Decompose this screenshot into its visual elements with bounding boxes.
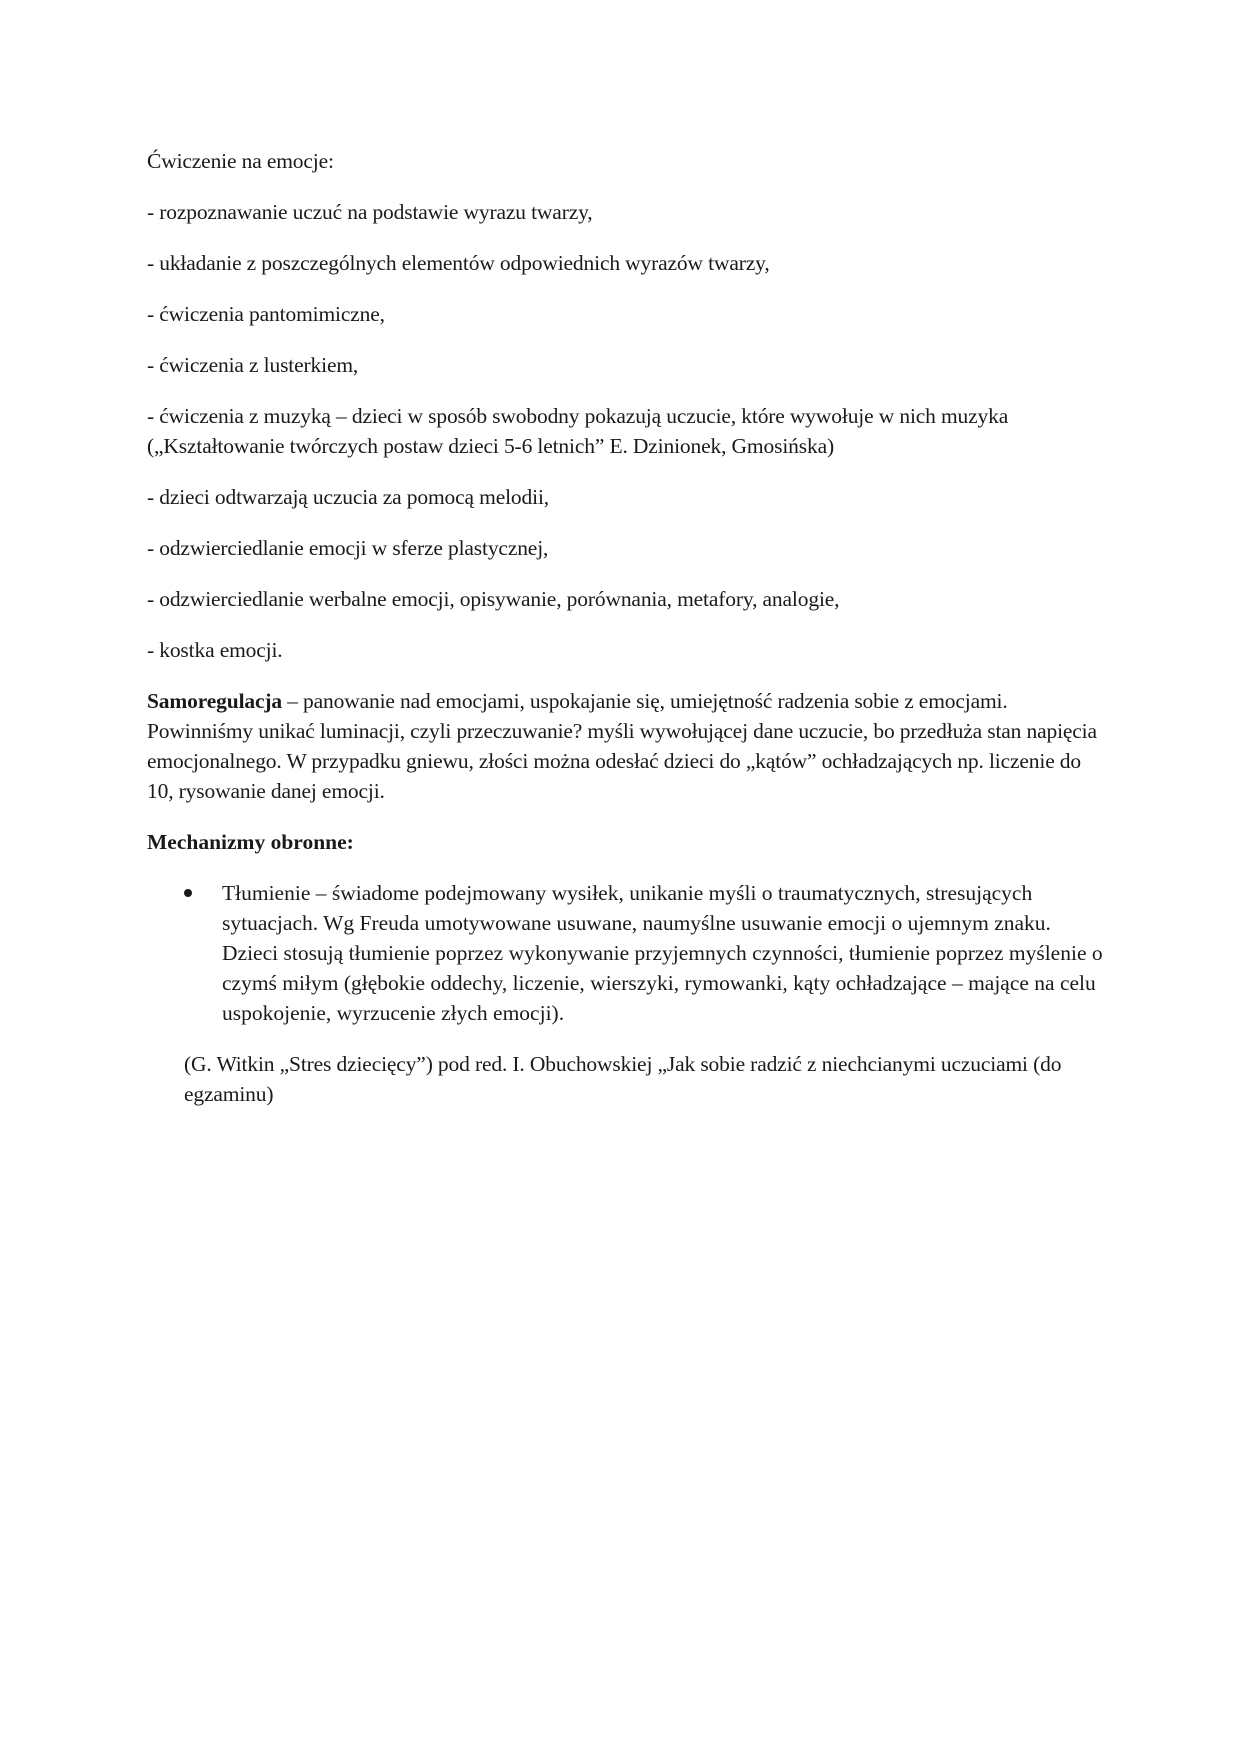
exercise-item: - dzieci odtwarzają uczucia za pomocą melodii, [147,485,549,509]
bullet-icon [184,889,192,897]
defense-mechanisms-list [147,878,1107,1028]
exercise-list [147,197,1107,665]
document-body [147,146,1107,1130]
exercise-item: - kostka emocji. [147,638,283,662]
exercise-item: - rozpoznawanie uczuć na podstawie wyrazu twarzy, [147,200,593,224]
exercise-item: - ćwiczenia z lusterkiem, [147,353,359,377]
section-title: Ćwiczenie na emocje: [147,149,334,173]
exercise-item: - odzwierciedlanie emocji w sferze plastycznej, [147,536,549,560]
defense-mechanism-text: Tłumienie – świadome podejmowany wysiłek, unikanie myśli o traumatycznych, stresujących sytuacjach. Wg Freuda umotywowane usuwane, naumyślne usuwanie emocji o ujemnym znaku. Dzieci stosują tłumienie poprzez wykonywanie przyjemnych czynności, tłumienie poprzez myślenie o czymś miłym (głębokie oddechy, liczenie, wierszyki, rymowanki, kąty ochładzające – mające na celu uspokojenie, wyrzucenie złych emocji). [222,881,1103,1025]
defense-mechanisms-heading: Mechanizmy obronne: [147,830,354,854]
self-regulation-text: – panowanie nad emocjami, uspokajanie się, umiejętność radzenia sobie z emocjami. Powinniśmy unikać luminacji, czyli przeczuwanie? myśli wywołującej dane uczucie, bo przedłuża stan napięcia emocjonalnego. W przypadku gniewu, złości można odesłać dzieci do „kątów” ochładzających np. liczenie do 10, rysowanie danej emocji. [147,689,1097,803]
reference-note: (G. Witkin „Stres dziecięcy”) pod red. I. Obuchowskiej „Jak sobie radzić z niechcianymi uczuciami (do egzaminu) [184,1052,1062,1106]
exercise-item: - układanie z poszczególnych elementów odpowiednich wyrazów twarzy, [147,251,770,275]
self-regulation-paragraph [147,686,1107,806]
exercise-item: - ćwiczenia pantomimiczne, [147,302,385,326]
defense-mechanism-item [184,878,1107,1028]
self-regulation-term: Samoregulacja [147,689,282,713]
exercise-item: - odzwierciedlanie werbalne emocji, opisywanie, porównania, metafory, analogie, [147,587,840,611]
exercise-item: - ćwiczenia z muzyką – dzieci w sposób swobodny pokazują uczucie, które wywołuje w nich muzyka („Kształtowanie twórczych postaw dzieci 5-6 letnich” E. Dzinionek, Gmosińska) [147,404,1009,458]
